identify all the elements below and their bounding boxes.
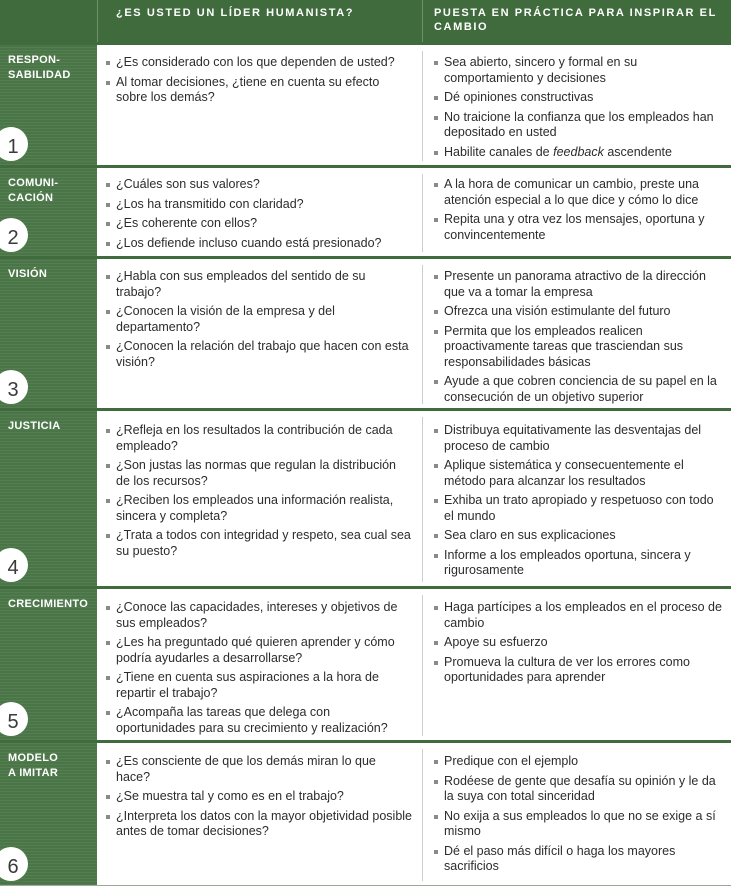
table-row-comunicacion xyxy=(0,168,731,256)
header-practice: PUESTA EN PRÁCTICA PARA INSPIRAR EL CAMBIO xyxy=(434,7,717,33)
row-label: COMUNI- CACIÓN xyxy=(8,177,59,204)
questions-cell xyxy=(106,754,412,844)
questions-cell xyxy=(106,177,412,255)
practice-item: Apoye su esfuerzo xyxy=(434,635,726,651)
row-label: JUSTICIA xyxy=(8,420,61,432)
questions-cell xyxy=(106,269,412,374)
question-item: ¿Es coherente con ellos? xyxy=(106,216,412,232)
question-item: ¿Habla con sus empleados del sentido de su trabajo? xyxy=(106,269,412,300)
question-item: ¿Es considerado con los que dependen de usted? xyxy=(106,55,412,71)
question-item: ¿Reciben los empleados una información realista, sincera y completa? xyxy=(106,493,412,524)
question-item: ¿Cuáles son sus valores? xyxy=(106,177,412,193)
table-header xyxy=(0,0,731,45)
column-divider xyxy=(422,265,423,404)
row-number: 4 xyxy=(7,557,19,579)
practice-text: Habilite canales de xyxy=(444,144,550,159)
question-item: ¿Trata a todos con integridad y respeto, sea cual sea su puesto? xyxy=(106,528,412,559)
practice-item: Dé el paso más difícil o haga los mayores sacrificios xyxy=(434,844,726,875)
practice-item: Ofrezca una visión estimulante del futuro xyxy=(434,304,726,320)
practice-emphasis: feedback xyxy=(553,144,604,159)
table-row-responsabilidad xyxy=(0,45,731,165)
practices-cell xyxy=(434,269,726,409)
column-divider xyxy=(422,417,423,582)
column-divider xyxy=(422,749,423,881)
question-item: ¿Los defiende incluso cuando está presionado? xyxy=(106,236,412,252)
practice-item: Distribuya equitativamente las desventajas del proceso de cambio xyxy=(434,423,726,454)
practice-item: Ayude a que cobren conciencia de su papel en la consecución de un objetivo superior xyxy=(434,374,726,405)
question-item: ¿Tiene en cuenta sus aspiraciones a la hora de repartir el trabajo? xyxy=(106,670,412,701)
practices-cell xyxy=(434,55,726,164)
practice-item: Sea claro en sus explicaciones xyxy=(434,528,726,544)
question-item: ¿Les ha preguntado qué quieren aprender y cómo podría ayudarles a desarrollarse? xyxy=(106,635,412,666)
table-row-justicia xyxy=(0,411,731,586)
column-divider xyxy=(422,595,423,736)
header-divider xyxy=(97,0,98,42)
row-label: VISIÓN xyxy=(8,268,48,280)
practice-item: No exija a sus empleados lo que no se exige a sí mismo xyxy=(434,809,726,840)
header-questions: ¿ES USTED UN LÍDER HUMANISTA? xyxy=(116,7,355,19)
question-item: ¿Conocen la visión de la empresa y del departamento? xyxy=(106,304,412,335)
row-label-cell xyxy=(0,45,97,165)
practice-item: Aplique sistemática y consecuentemente el método para alcanzar los resultados xyxy=(434,458,726,489)
practices-cell xyxy=(434,754,726,879)
row-label-cell xyxy=(0,589,97,740)
question-item: ¿Conoce las capacidades, intereses y objetivos de sus empleados? xyxy=(106,600,412,631)
row-label-cell xyxy=(0,743,97,885)
row-number: 2 xyxy=(7,227,19,249)
practice-item xyxy=(434,145,726,161)
row-number: 3 xyxy=(7,379,19,401)
question-item: ¿Interpreta los datos con la mayor objetividad posible antes de tomar decisiones? xyxy=(106,809,412,840)
questions-cell xyxy=(106,423,412,563)
practice-item: Rodéese de gente que desafía su opinión y le da la suya con total sinceridad xyxy=(434,774,726,805)
questions-cell xyxy=(106,55,412,110)
table-row-crecimiento xyxy=(0,589,731,740)
practice-item: Predique con el ejemplo xyxy=(434,754,726,770)
column-divider xyxy=(422,51,423,161)
table-row-vision xyxy=(0,259,731,408)
practice-item: Exhiba un trato apropiado y respetuoso con todo el mundo xyxy=(434,493,726,524)
row-number: 6 xyxy=(7,856,19,878)
practice-item: Informe a los empleados oportuna, sincera y rigurosamente xyxy=(434,548,726,579)
header-divider xyxy=(422,0,423,42)
row-number: 5 xyxy=(7,711,19,733)
practice-item: Sea abierto, sincero y formal en su comportamiento y decisiones xyxy=(434,55,726,86)
row-label: MODELO A IMITAR xyxy=(8,752,59,779)
row-number: 1 xyxy=(7,136,19,158)
question-item: ¿Acompaña las tareas que delega con oportunidades para su crecimiento y realización? xyxy=(106,705,412,736)
practice-item: A la hora de comunicar un cambio, preste una atención especial a lo que dice y cómo lo dice xyxy=(434,177,726,208)
practice-item: Dé opiniones constructivas xyxy=(434,90,726,106)
row-label-cell xyxy=(0,411,97,586)
question-item: ¿Los ha transmitido con claridad? xyxy=(106,197,412,213)
question-item: ¿Se muestra tal y como es en el trabajo? xyxy=(106,789,412,805)
practice-text: ascendente xyxy=(607,144,672,159)
practice-item: No traicione la confianza que los empleados han depositado en usted xyxy=(434,110,726,141)
row-label: RESPON- SABILIDAD xyxy=(8,54,71,81)
question-item: ¿Son justas las normas que regulan la distribución de los recursos? xyxy=(106,458,412,489)
practice-item: Repita una y otra vez los mensajes, oportuna y convincentemente xyxy=(434,212,726,243)
row-label-cell xyxy=(0,168,97,256)
table-bottom-border xyxy=(0,885,731,886)
question-item: ¿Conocen la relación del trabajo que hacen con esta visión? xyxy=(106,339,412,370)
question-item: ¿Es consciente de que los demás miran lo que hace? xyxy=(106,754,412,785)
practices-cell xyxy=(434,423,726,583)
table-row-modelo-a-imitar xyxy=(0,743,731,885)
practices-cell xyxy=(434,177,726,247)
question-item: Al tomar decisiones, ¿tiene en cuenta su efecto sobre los demás? xyxy=(106,75,412,106)
column-divider xyxy=(422,174,423,252)
practice-item: Presente un panorama atractivo de la dirección que va a tomar la empresa xyxy=(434,269,726,300)
question-item: ¿Refleja en los resultados la contribución de cada empleado? xyxy=(106,423,412,454)
practice-item: Permita que los empleados realicen proactivamente tareas que trasciendan sus responsabilidades básicas xyxy=(434,324,726,371)
practice-item: Promueva la cultura de ver los errores como oportunidades para aprender xyxy=(434,655,726,686)
practices-cell xyxy=(434,600,726,690)
row-label: CRECIMIENTO xyxy=(8,598,89,610)
practice-item: Haga partícipes a los empleados en el proceso de cambio xyxy=(434,600,726,631)
questions-cell xyxy=(106,600,412,740)
row-label-cell xyxy=(0,259,97,408)
